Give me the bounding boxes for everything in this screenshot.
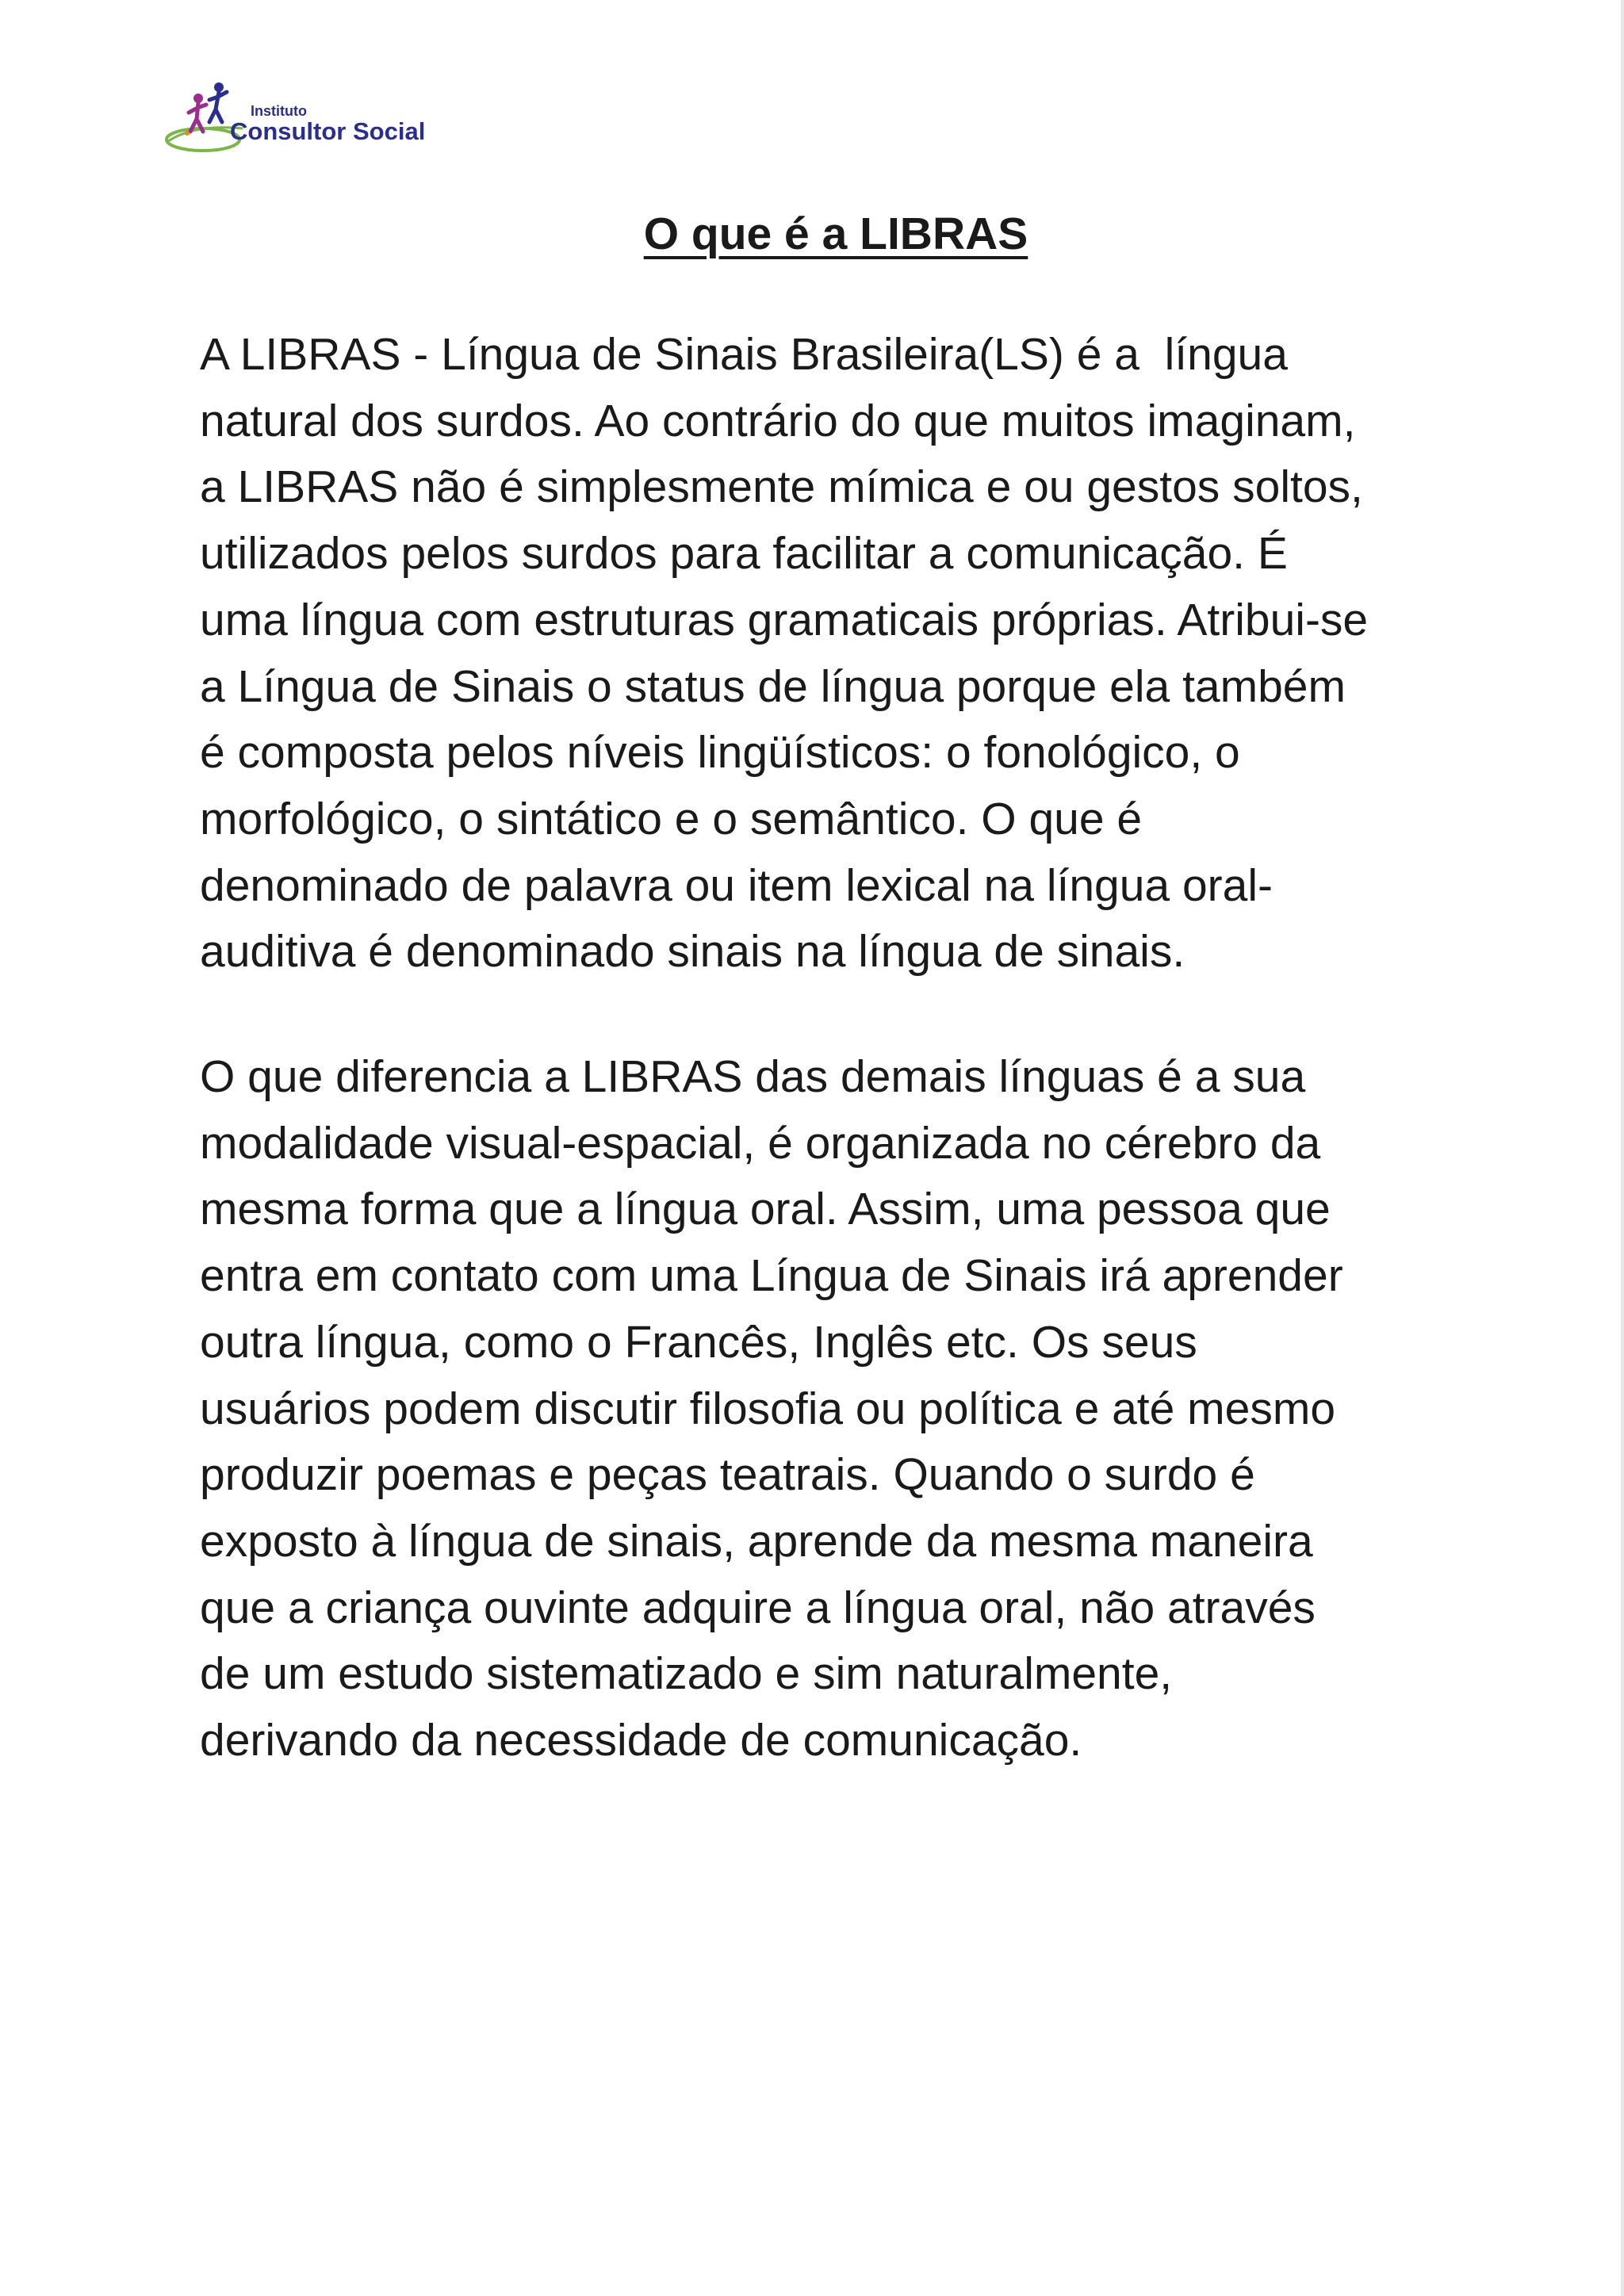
text-line: exposto à língua de sinais, aprende da mesma maneira [200, 1515, 1313, 1567]
text-line: entra em contato com uma Língua de Sinais irá aprender [200, 1250, 1343, 1302]
logo-small-text: Instituto [251, 103, 307, 119]
logo-large-text: Consultor Social [230, 117, 426, 145]
text-line: a LIBRAS não é simplesmente mímica e ou gestos soltos, [200, 461, 1363, 513]
text-line: de um estudo sistematizado e sim naturalmente, [200, 1648, 1173, 1700]
text-line: O que diferencia a LIBRAS das demais línguas é a sua [200, 1051, 1306, 1103]
page-title: O que é a LIBRAS [643, 209, 1028, 259]
text-line: a Língua de Sinais o status de língua porque ela também [200, 660, 1346, 712]
text-line: morfológico, o sintático e o semântico. O que é [200, 793, 1143, 844]
text-line: é composta pelos níveis lingüísticos: o fonológico, o [200, 727, 1240, 779]
paragraph-2 [200, 1044, 1484, 1774]
text-line: produzir poemas e peças teatrais. Quando o surdo é [200, 1449, 1255, 1501]
text-line: usuários podem discutir filosofia ou política e até mesmo [200, 1383, 1336, 1434]
text-line: auditiva é denominado sinais na língua de sinais. [200, 926, 1185, 978]
text-line: uma língua com estruturas gramaticais próprias. Atribui-se [200, 594, 1369, 645]
text-line: mesma forma que a língua oral. Assim, uma pessoa que [200, 1184, 1331, 1235]
paragraph-1 [200, 322, 1484, 985]
text-line: modalidade visual-espacial, é organizada no cérebro da [200, 1117, 1321, 1169]
paragraph-spacer [200, 985, 1484, 1044]
document-body [200, 322, 1484, 1774]
text-line: denominado de palavra ou item lexical na língua oral- [200, 859, 1273, 911]
text-line: outra língua, como o Francês, Inglês etc. Os seus [200, 1316, 1197, 1368]
text-line: A LIBRAS - Língua de Sinais Brasileira(LS) é a língua [200, 329, 1288, 380]
page-edge [1621, 0, 1624, 2296]
text-line: que a criança ouvinte adquire a língua oral, não através [200, 1582, 1316, 1633]
institute-logo [163, 78, 433, 165]
text-line: derivando da necessidade de comunicação. [200, 1715, 1082, 1766]
text-line: utilizados pelos surdos para facilitar a comunicação. É [200, 528, 1288, 580]
text-line: natural dos surdos. Ao contrário do que muitos imaginam, [200, 395, 1356, 446]
